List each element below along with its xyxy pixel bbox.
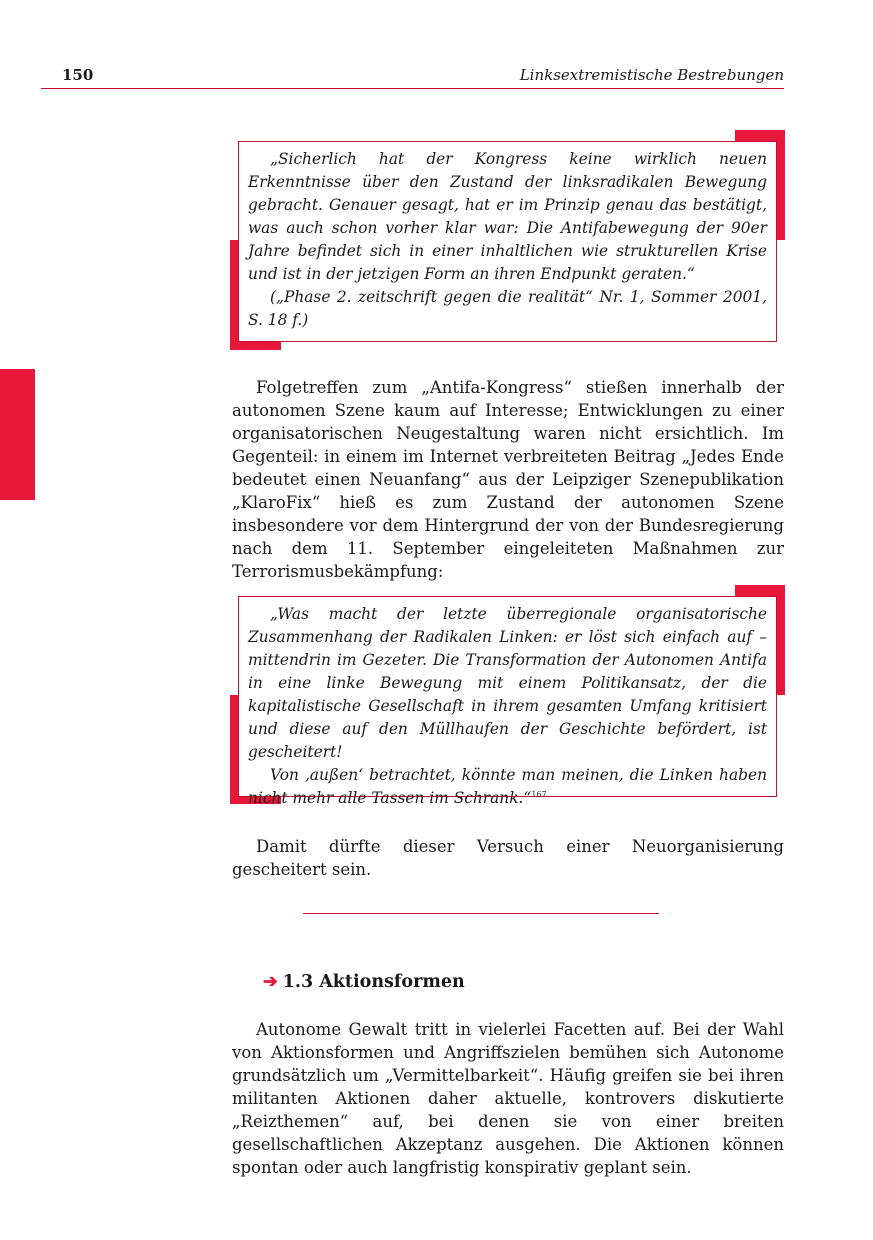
page-number: 150	[62, 66, 94, 84]
quote-text-2b	[248, 764, 767, 810]
paragraph-3: Autonome Gewalt tritt in vielerlei Facetten auf. Bei der Wahl von Aktionsformen und Angriffszielen bemühen sich Autonome grundsätzlich um „Vermittelbarkeit“. Häufig greifen sie bei ihren militanten Aktionen daher aktuelle, kontrovers diskutierte „Reizthemen“ auf, bei denen sie von einer breiten gesellschaftlichen Akzeptanz ausgehen. Die Aktionen können spontan oder auch langfristig konspirativ geplant sein.	[232, 1020, 784, 1177]
quote-text-1: „Sicherlich hat der Kongress keine wirklich neuen Erkenntnisse über den Zustand der linksradikalen Bewegung gebracht. Genauer gesagt, hat er im Prinzip genau das bestätigt, was auch schon vorher klar war: Die Antifabewegung der 90er Jahre befindet sich in einer inhaltlichen wie strukturellen Krise und ist in der jetzigen Form an ihren Endpunkt geraten.“	[248, 150, 767, 283]
running-title: Linksextremistische Bestrebungen	[519, 66, 784, 84]
section-divider	[303, 913, 659, 914]
quote-block-1	[230, 130, 786, 351]
quote-box-2	[238, 596, 777, 807]
quote-text-2: „Was macht der letzte überregionale organisatorische Zusammenhang der Radikalen Linken: er löst sich einfach auf – mittendrin im Gezeter. Die Transformation der Autonomen Antifa in eine linke Bewegung mit einem Politikansatz, der die kapitalistische Gesellschaft in ihrem gesamten Umfang kritisiert und diese auf den Müllhaufen der Geschichte befördert, ist gescheitert!	[248, 605, 767, 761]
paragraph-2: Damit dürfte dieser Versuch einer Neuorganisierung gescheitert sein.	[232, 837, 784, 879]
section-title: 1.3 Aktionsformen	[282, 972, 465, 992]
margin-marker	[0, 369, 35, 500]
paragraph-1: Folgetreffen zum „Antifa-Kongress“ stießen innerhalb der autonomen Szene kaum auf Interesse; Entwicklungen zu einer organisatorischen Neugestaltung waren nicht ersichtlich. Im Gegenteil: in einem im Internet verbreiteten Beitrag „Jedes Ende bedeutet einen Neuanfang“ aus der Leipziger Szenepublikation „KlaroFix“ hieß es zum Zustand der autonomen Szene insbesondere vor dem Hintergrund der von der Bundesregierung nach dem 11. September eingeleiteten Maßnahmen zur Terrorismusbekämpfung:	[232, 378, 784, 581]
footnote-ref: 167	[531, 790, 547, 799]
arrow-right-icon: ➔	[263, 972, 278, 992]
quote-block-2	[230, 585, 786, 805]
quote-box-1	[238, 141, 777, 342]
quote-source-1: („Phase 2. zeitschrift gegen die realität“ Nr. 1, Sommer 2001, S. 18 f.)	[248, 288, 767, 329]
page-header	[41, 64, 784, 89]
quote-text-2b-body: Von ‚außen‘ betrachtet, könnte man meinen, die Linken haben nicht mehr alle Tassen im Schrank.“	[248, 766, 767, 807]
section-heading	[263, 970, 465, 994]
